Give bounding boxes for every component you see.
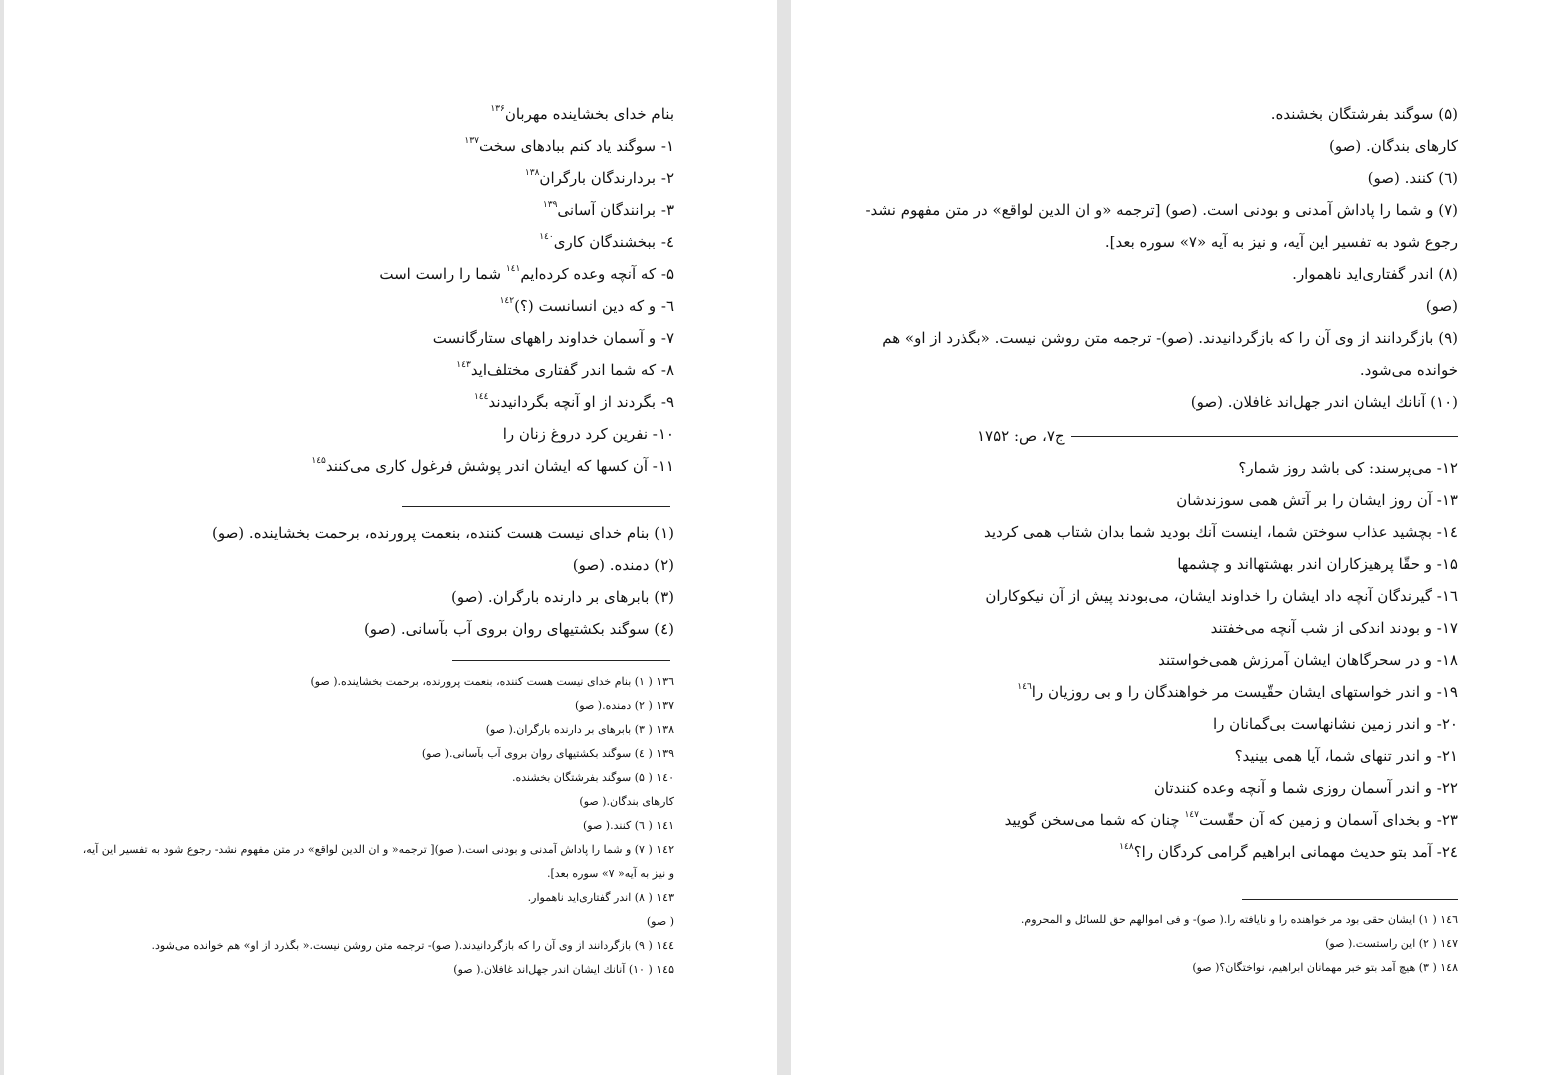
commentary-line: رجوع شود به تفسیر این آیه، و نیز به آیه «۷» سوره بعد]. (1104, 233, 1458, 251)
right-footnotes (898, 908, 1458, 980)
verse-line: ۲٤- آمد بتو حدیث مهمانی ابراهیم گرامی کردگان را؟$^{۱٤۸}$ (1119, 842, 1458, 861)
verse-line: ٤- ببخشندگان کاری$^{۱٤۰}$ (539, 232, 674, 251)
verse-line: ۵- که آنچه وعده کرده‌ایم$^{۱٤۱}$ شما را راست است (379, 264, 674, 283)
footnote-rule (452, 660, 670, 661)
right-page (791, 0, 1559, 1075)
commentary-line: (۲) دمنده. (صو) (572, 556, 674, 574)
verse-line: ۹- بگردند از او آنچه بگردانیدند$^{۱٤٤}$ (473, 392, 674, 411)
commentary-line: (۱۰) آنانك ایشان اندر جهل‌اند غافلان. (صو) (1190, 393, 1458, 411)
commentary-line: (۹) بازگردانند از وی آن را که بازگردانیدند. (صو)- ترجمه متن روشن نیست. «بگذرد از او» هم (882, 329, 1458, 347)
commentary-line: (۱) بنام خدای نیست هست کننده، بنعمت پرورنده، برحمت بخشاینده. (صو) (211, 524, 674, 542)
footnote: ۱٤٦ ( ۱) ایشان حقی بود مر خواهنده را و نایافته را.( صو)- و فی اموالهم حق للسائل و المحروم. (1020, 913, 1458, 926)
page-divider (777, 0, 791, 1075)
page-reference (977, 424, 1458, 448)
verse-line: ۲۳- و بخدای آسمان و زمین که آن حقّست$^{۱٤۷}$ چنان که شما می‌سخن گویید (1004, 810, 1458, 829)
verse-line: ۷- و آسمان خداوند راههای ستارگانست (432, 329, 674, 347)
commentary-line: کارهای بندگان. (صو) (1329, 137, 1458, 155)
commentary-line: (٤) سوگند بکشتیهای روان بروی آب بآسانی. (صو) (363, 620, 674, 638)
commentary-line: (۵) سوگند بفرشتگان بخشنده. (1270, 105, 1458, 123)
footnote: ۱۳۷ ( ۲) دمنده.( صو) (575, 699, 674, 712)
verse-line: ۲۱- و اندر تنهای شما، آیا همی بینید؟ (1234, 747, 1458, 765)
verse-line: ۲۲- و اندر آسمان روزی شما و آنچه وعده کنندتان (1153, 779, 1458, 797)
verse-line: ۱۸- و در سحرگاهان ایشان آمرزش همی‌خواستند (1158, 651, 1458, 669)
footnote: ۱٤۲ ( ۷) و شما را پاداش آمدنی و بودنی است.( صو)[ ترجمه« و ان الدین لواقع» در متن مفهوم نشد- رجوع شود به تفسیر این آیه، (82, 843, 674, 856)
left-page (4, 0, 777, 1075)
commentary-line: (صو) (1425, 297, 1458, 315)
commentary-line: (۷) و شما را پاداش آمدنی و بودنی است. (صو) [ترجمه «و ان الدین لواقع» در متن مفهوم نشد- (865, 201, 1458, 219)
commentary-line: خوانده می‌شود. (1359, 361, 1458, 379)
footnote: ۱۳٦ ( ۱) بنام خدای نیست هست کننده، بنعمت پرورنده، برحمت بخشاینده.( صو) (310, 675, 674, 688)
verse-line: ۱٤- بچشید عذاب سوختن شما، اینست آنك بودید شما بدان شتاب همی کردید (983, 523, 1458, 541)
footnote: کارهای بندگان.( صو) (579, 795, 674, 808)
footnote: ۱٤۱ ( ٦) کنند.( صو) (583, 819, 674, 832)
verse-line: ۱۷- و بودند اندکی از شب آنچه می‌خفتند (1210, 619, 1458, 637)
verse-line: ۱۵- و حقّا پرهیزکاران اندر بهشتهااند و چشمها (1177, 555, 1458, 573)
footnote-rule (1242, 899, 1458, 900)
verse-line: ۱- سوگند یاد کنم ببادهای سخت$^{۱۳۷}$ (464, 136, 674, 155)
verse-line: ۳- برانندگان آسانی$^{۱۳۹}$ (542, 200, 674, 219)
verse-line: ۲- بردارندگان بارگران$^{۱۳۸}$ (524, 168, 674, 187)
footnote: ۱٤۰ ( ۵) سوگند بفرشتگان بخشنده. (511, 771, 674, 784)
separator-rule (402, 506, 670, 507)
commentary-line: (۸) اندر گفتاری‌اید ناهموار. (1292, 265, 1458, 283)
verse-line: ۱۱- آن کسها که ایشان اندر پوشش فرغول کاری می‌کنند$^{۱٤۵}$ (311, 456, 674, 475)
footnote: ۱٤٤ ( ۹) بازگردانند از وی آن را که بازگردانیدند.( صو)- ترجمه متن روشن نیست.« بگذرد از او» هم خوانده می‌شود. (151, 939, 674, 952)
verse-line: ۱۳- آن روز ایشان را بر آتش همی سوزندشان (1176, 491, 1458, 509)
footnote: ۱۳۸ ( ۳) بابرهای بر دارنده بارگران.( صو) (485, 723, 674, 736)
verse-line: ۱۲- می‌پرسند: کی باشد روز شمار؟ (1238, 459, 1458, 477)
verse-line: ۸- که شما اندر گفتاری مختلف‌اید$^{۱٤۳}$ (456, 360, 674, 379)
footnote: ۱٤۵ ( ۱۰) آنانك ایشان اندر جهل‌اند غافلان.( صو) (453, 963, 674, 976)
footnote: ۱٤۸ ( ۳) هیچ آمد بتو خبر مهمانان ابراهیم، نواختگان؟( صو) (1192, 961, 1458, 974)
commentary-line: (٦) کنند. (صو) (1367, 169, 1458, 187)
footnote: ۱٤۳ ( ۸) اندر گفتاری‌اید ناهموار. (527, 891, 674, 904)
left-commentary (34, 517, 674, 645)
verse-line: ۲۰- و اندر زمین نشانهاست بی‌گمانان را (1212, 715, 1458, 733)
commentary-line: (۳) بابرهای بر دارنده بارگران. (صو) (450, 588, 674, 606)
right-verses (898, 452, 1458, 868)
verse-line: ۱۹- و اندر خواستهای ایشان حقّیست مر خواهندگان را و بی روزیان را$^{۱٤٦}$ (1017, 682, 1458, 701)
verse-line: ۱۰- نفرین کرد دروغ زنان را (502, 425, 674, 443)
right-commentary (865, 98, 1458, 418)
left-footnotes (34, 670, 674, 982)
footnote: و نیز به آیه« ۷» سوره بعد]. (546, 867, 674, 880)
footnote: ۱۳۹ ( ٤) سوگند بکشتیهای روان بروی آب بآسانی.( صو) (421, 747, 674, 760)
page-reference-rule (1071, 436, 1458, 437)
verse-line: ٦- و که دین انسانست (؟)$^{۱٤۲}$ (499, 296, 674, 315)
verse-line: ۱٦- گیرندگان آنچه داد ایشان را خداوند ایشان، می‌بودند پیش از آن نیکوکاران (985, 587, 1458, 605)
page-reference-label: ج۷، ص: ۱۷۵۲ (977, 427, 1065, 445)
footnote: ۱٤۷ ( ۲) این راستست.( صو) (1325, 937, 1458, 950)
left-verses (114, 98, 674, 482)
footnote: ( صو) (646, 915, 674, 928)
verse-line: بنام خدای بخشاینده مهربان$^{۱۳۶}$ (490, 104, 674, 123)
